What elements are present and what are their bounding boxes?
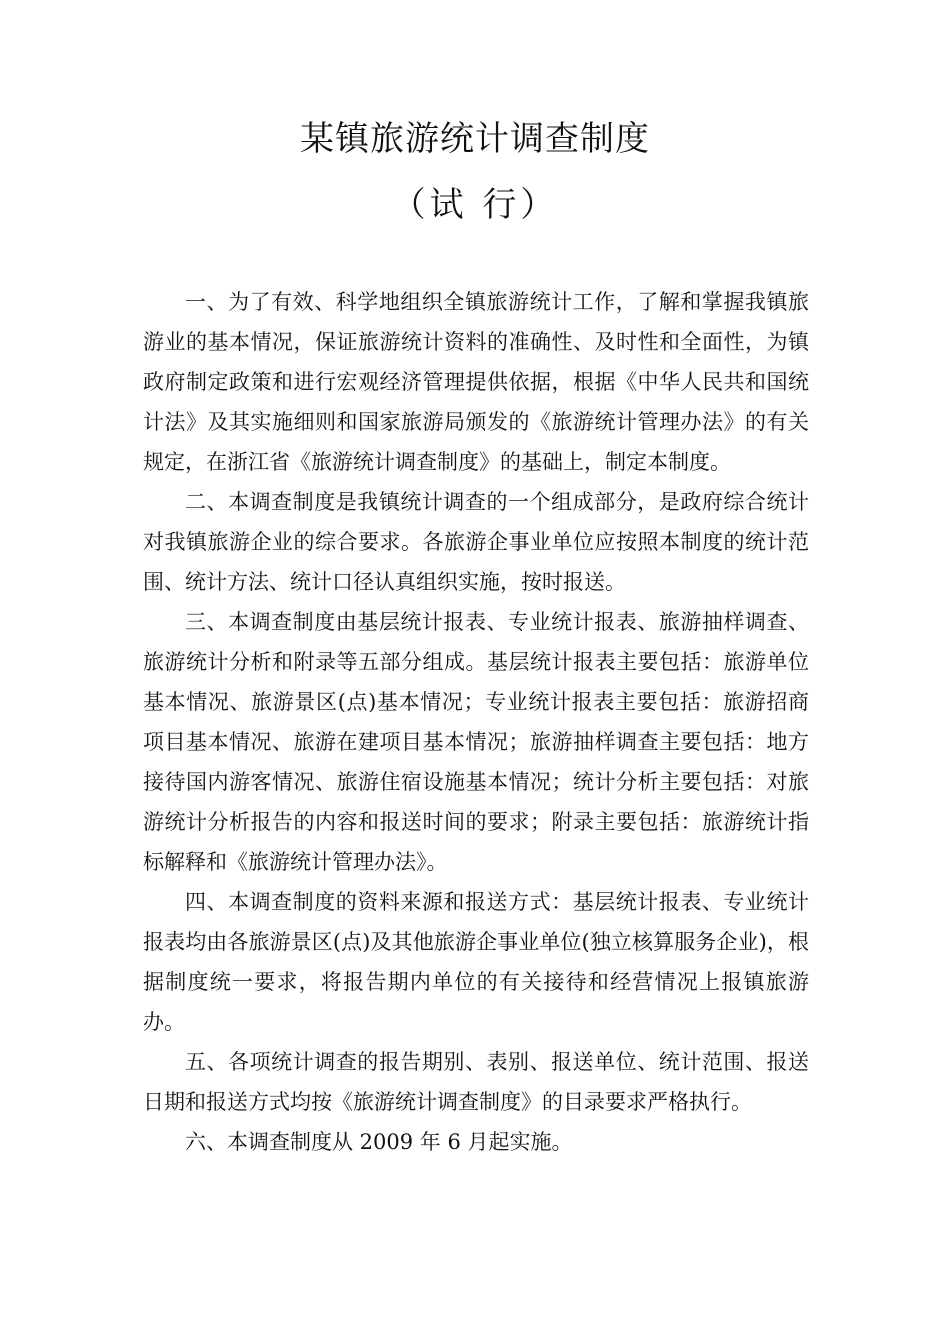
paragraph-5: 五、各项统计调查的报告期别、表别、报送单位、统计范围、报送日期和报送方式均按《旅游统计调查制度》的目录要求严格执行。	[143, 1050, 809, 1114]
document-subtitle: （试 行）	[391, 185, 559, 225]
paragraph-2: 二、本调查制度是我镇统计调查的一个组成部分，是政府综合统计对我镇旅游企业的综合要求。各旅游企事业单位应按照本制度的统计范围、统计方法、统计口径认真组织实施，按时报送。	[143, 490, 809, 594]
paragraph-4: 四、本调查制度的资料来源和报送方式：基层统计报表、专业统计报表均由各旅游景区(点)及其他旅游企事业单位(独立核算服务企业)，根据制度统一要求，将报告期内单位的有关接待和经营情况上报镇旅游办。	[143, 890, 809, 1034]
document-title: 某镇旅游统计调查制度	[300, 119, 650, 159]
paragraph-6: 六、本调查制度从 2009 年 6 月起实施。	[185, 1130, 573, 1154]
paragraph-1: 一、为了有效、科学地组织全镇旅游统计工作，了解和掌握我镇旅游业的基本情况，保证旅游统计资料的准确性、及时性和全面性，为镇政府制定政策和进行宏观经济管理提供依据，根据《中华人民共和国统计法》及其实施细则和国家旅游局颁发的《旅游统计管理办法》的有关规定，在浙江省《旅游统计调查制度》的基础上，制定本制度。	[143, 290, 809, 474]
paragraph-3: 三、本调查制度由基层统计报表、专业统计报表、旅游抽样调查、旅游统计分析和附录等五部分组成。基层统计报表主要包括：旅游单位基本情况、旅游景区(点)基本情况；专业统计报表主要包括：旅游招商项目基本情况、旅游在建项目基本情况；旅游抽样调查主要包括：地方接待国内游客情况、旅游住宿设施基本情况；统计分析主要包括：对旅游统计分析报告的内容和报送时间的要求；附录主要包括：旅游统计指标解释和《旅游统计管理办法》。	[143, 610, 809, 874]
document-body	[143, 282, 809, 1162]
